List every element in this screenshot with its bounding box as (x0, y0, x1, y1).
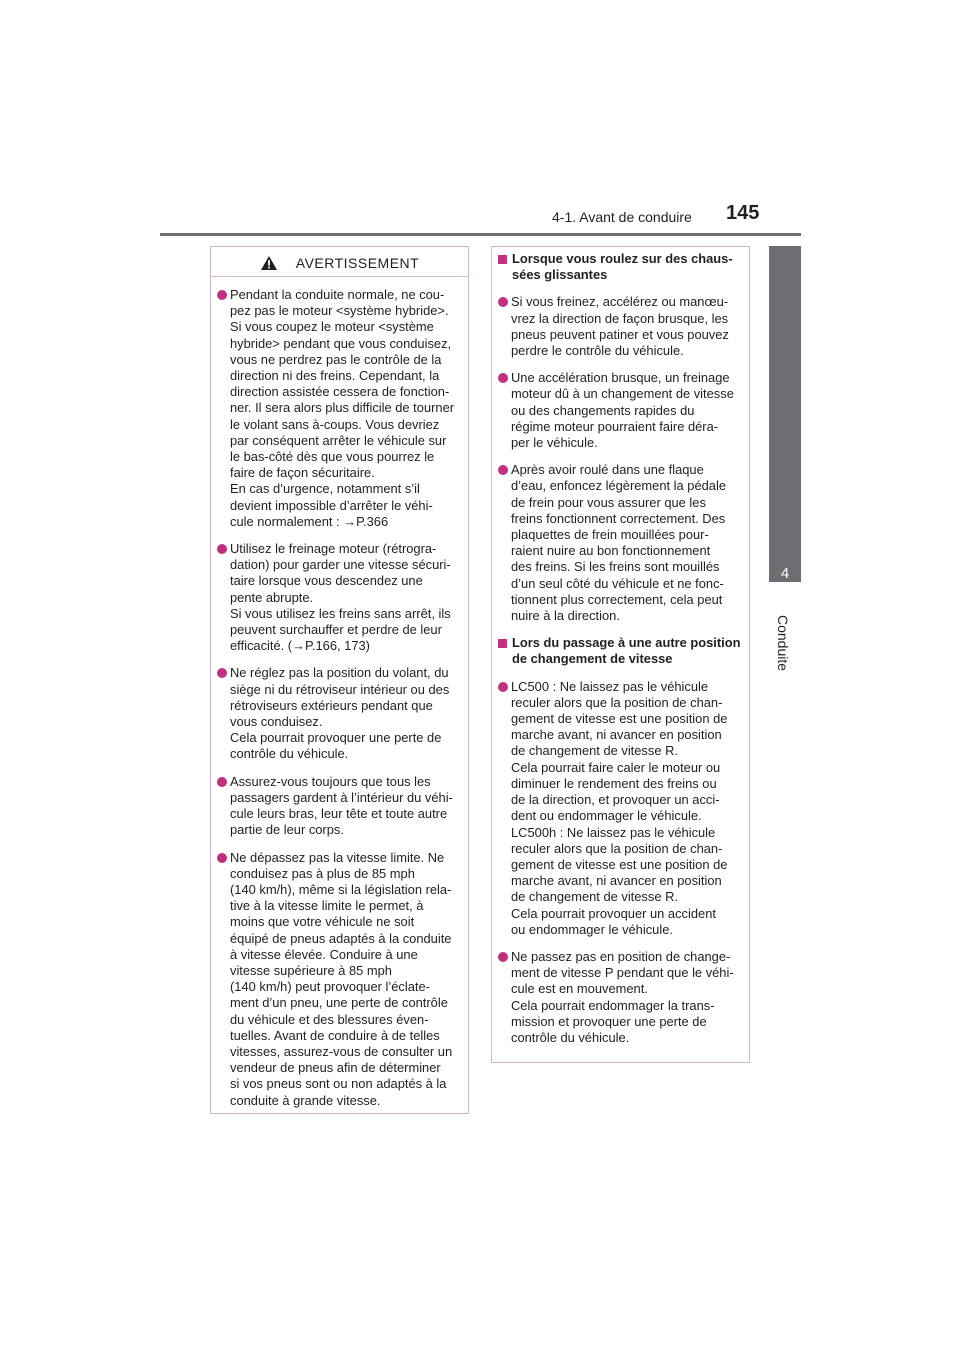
page-number: 145 (726, 202, 760, 224)
warning-box-continued (491, 246, 750, 1063)
warning-item-text: Utilisez le freinage moteur (rétrogra- dation) pour garder une vitesse sécuri- taire lorsque vous descendez une pente abrupte. Si vous utilisez les freins sans arrêt, ils peuvent surchauffer et perdre de leur efficacité. (→P.166, 173) (230, 541, 451, 654)
warning-item (217, 850, 460, 1109)
warning-item (217, 665, 460, 762)
bullet-icon (498, 297, 508, 307)
warning-header (211, 247, 468, 277)
warning-item-text: Ne dépassez pas la vitesse limite. Ne conduisez pas à plus de 85 mph (140 km/h), même si la législation rela- tive à la vitesse limite le permet, à moins que votre véhicule ne soit équipé de pneus adaptés à la conduite à vitesse élevée. Conduire à une vitesse supérieure à 85 mph (140 km/h) peut provoquer l’éclate- ment d’un pneu, une perte de contrôle du véhicule et des blessures éven- tuelles. Avant de conduire à de telles vitesses, assurez-vous de consulter un vendeur de pneus afin de déterminer si vos pneus sont ou non adaptés à la conduite à grande vitesse. (230, 849, 453, 1108)
warning-item-text: Pendant la conduite normale, ne cou- pez pas le moteur <système hybride>. Si vous coupez le moteur <système hybride> pendant que vous conduisez, vous ne perdrez pas le contrôle de la direction ni des freins. Cependant, la direction assistée cessera de fonction- ner. Il sera alors plus difficile de tourner le volant sans à-coups. Vous devriez par conséquent arrêter le véhicule sur le bas-côté dès que vous pourrez le faire de façon sécuritaire. En cas d’urgence, notamment s’il devient impossible d’arrêter le véhi- cule normalement : →P.366 (230, 287, 455, 529)
square-bullet-icon (498, 639, 507, 648)
bullet-icon (217, 544, 227, 554)
chapter-tab (769, 246, 801, 582)
bullet-icon (217, 668, 227, 678)
warning-content (211, 277, 468, 1109)
section-heading-text: Lorsque vous roulez sur des chaus- sées glissantes (512, 251, 733, 283)
warning-item (217, 774, 460, 839)
bullet-icon (217, 777, 227, 787)
warning-item (498, 294, 743, 359)
warning-item-text: Après avoir roulé dans une flaque d’eau, enfoncez légèrement la pédale de frein pour vous assurer que les freins fonctionnent correctement. Des plaquettes de frein mouillées pour- raient nuire au bon fonctionnement des freins. Si les freins sont mouillés d’un seul côté du véhicule et ne fonc- tionnent plus correctement, cela peut nuire à la direction. (511, 462, 726, 624)
warning-item (498, 949, 743, 1046)
section-title: 4-1. Avant de conduire (552, 209, 692, 225)
bullet-icon (498, 373, 508, 383)
bullet-icon (217, 290, 227, 300)
header-rule (160, 233, 801, 236)
warning-item-text: Ne passez pas en position de change- ment de vitesse P pendant que le véhi- cule est en mouvement. Cela pourrait endommager la trans- mission et provoquer une perte de contrôle du véhicule. (511, 948, 734, 1045)
warning-item-text: LC500 : Ne laissez pas le véhicule reculer alors que la position de chan- gement de vitesse est une position de marche avant, ni avancer en position de changement de vitesse R. Cela pourrait faire caler le moteur ou diminuer le rendement des freins ou de la direction, et provoquer un acci- dent ou endommager le véhicule. LC500h : Ne laissez pas le véhicule reculer alors que la position de chan- gement de vitesse est une position de marche avant, ni avancer en position de changement de vitesse R. Cela pourrait provoquer un accident ou endommager le véhicule. (511, 678, 728, 937)
bullet-icon (498, 682, 508, 692)
warning-item (498, 462, 743, 624)
bullet-icon (498, 952, 508, 962)
warning-item (498, 679, 743, 938)
section-heading (498, 635, 743, 667)
section-heading-text: Lors du passage à une autre position de changement de vitesse (512, 635, 741, 667)
bullet-icon (498, 465, 508, 475)
chapter-label-text: Conduite (775, 615, 791, 672)
warning-content-continued (492, 247, 749, 1046)
chapter-number: 4 (780, 565, 790, 582)
warning-item (217, 541, 460, 654)
warning-box (210, 246, 469, 1114)
warning-item (217, 287, 460, 530)
warning-triangle-icon (260, 255, 278, 271)
warning-item (498, 370, 743, 451)
warning-item-text: Ne réglez pas la position du volant, du siège ni du rétroviseur intérieur ou des rétroviseurs extérieurs pendant que vous conduisez. Cela pourrait provoquer une perte de contrôle du véhicule. (230, 665, 450, 762)
warning-item-text: Assurez-vous toujours que tous les passagers gardent à l’intérieur du véhi- cule leurs bras, leur tête et toute autre partie de leur corps. (230, 773, 453, 838)
bullet-icon (217, 853, 227, 863)
section-heading (498, 251, 743, 283)
chapter-label (769, 615, 801, 705)
warning-item-text: Si vous freinez, accélérez ou manœu- vrez la direction de façon brusque, les pneus peuvent patiner et vous pouvez perdre le contrôle du véhicule. (511, 294, 729, 359)
square-bullet-icon (498, 255, 507, 264)
warning-item-text: Une accélération brusque, un freinage moteur dû à un changement de vitesse ou des changements rapides du régime moteur pourraient faire déra- per le véhicule. (511, 370, 734, 451)
warning-title: AVERTISSEMENT (295, 254, 420, 271)
